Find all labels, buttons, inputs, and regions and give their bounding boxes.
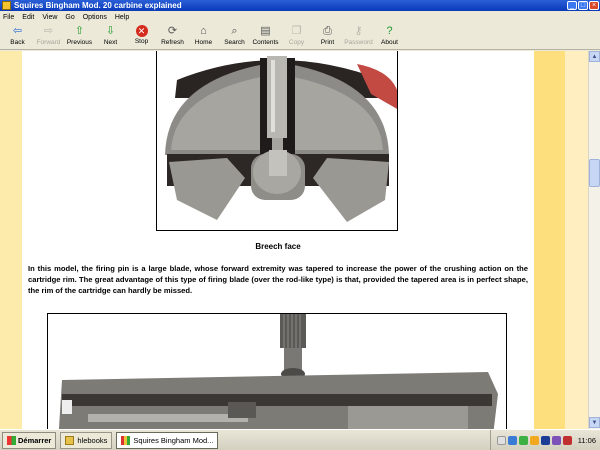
print-button[interactable] [312,23,343,46]
key-icon: ⚷ [354,25,363,37]
taskbar [0,429,600,450]
taskbar-item-browser[interactable] [116,432,218,449]
back-button[interactable] [2,23,33,46]
shield-icon[interactable] [563,436,572,445]
firing-pin-photo [47,313,507,429]
clock: 11:06 [577,435,596,445]
maximize-button[interactable]: □ [578,1,588,10]
close-button[interactable]: × [589,1,599,10]
previous-label: Previous [66,39,93,46]
about-label: About [381,39,398,46]
up-arrow-icon: ⇧ [74,25,85,37]
next-label: Next [103,39,118,46]
right-margin-strip [534,51,565,429]
stop-label: Stop [134,38,149,45]
previous-button[interactable] [64,23,95,46]
breech-face-photo [156,51,398,231]
system-tray [490,430,600,450]
contents-button[interactable] [250,23,281,46]
left-margin-strip [0,51,22,429]
contents-label: Contents [252,39,279,46]
volume-icon[interactable] [552,436,561,445]
contents-icon: ▤ [260,25,271,37]
start-button[interactable] [2,432,56,449]
menu-options[interactable]: Options [82,13,107,21]
search-button[interactable] [219,23,250,46]
start-label: Démarrer [18,435,52,445]
about-button[interactable] [374,23,405,46]
copy-icon: ❐ [291,25,302,37]
task-label: hlebooks [77,435,108,445]
app-icon [121,436,130,445]
update-icon[interactable] [530,436,539,445]
down-arrow-icon: ⇩ [105,25,116,37]
copy-button[interactable] [281,23,312,46]
stop-icon: ✕ [136,25,148,37]
taskbar-item-hlebooks[interactable] [60,432,112,449]
window-title: Squires Bingham Mod. 20 carbine explained [14,1,182,10]
vertical-scrollbar[interactable] [588,51,600,429]
windows-flag-icon [7,436,16,445]
refresh-icon: ⟳ [167,25,178,37]
scroll-down-button[interactable]: ▼ [589,417,600,428]
title-bar [0,0,600,11]
back-arrow-icon: ⇦ [12,25,23,37]
home-label: Home [194,39,213,46]
right-margin-strip-outer [565,51,588,429]
refresh-button[interactable] [157,23,188,46]
home-icon: ⌂ [200,25,207,37]
app-icon [2,1,11,10]
antivirus-icon[interactable] [541,436,550,445]
refresh-label: Refresh [161,39,184,46]
menu-view[interactable]: View [42,13,58,21]
search-label: Search [224,39,245,46]
scroll-thumb[interactable] [589,159,600,187]
home-button[interactable] [188,23,219,46]
print-icon: ⎙ [323,25,332,37]
tray-expand-icon[interactable] [497,436,506,445]
menu-file[interactable]: File [3,13,15,21]
photo-caption: Breech face [255,242,301,251]
folder-icon [65,436,74,445]
forward-label: Forward [36,39,61,46]
question-icon: ? [386,25,393,37]
toolbar [0,23,600,50]
copy-label: Copy [288,39,305,46]
scroll-up-button[interactable]: ▲ [589,51,600,62]
next-button[interactable] [95,23,126,46]
stop-button[interactable] [126,23,157,45]
minimize-button[interactable]: _ [567,1,577,10]
security-icon[interactable] [519,436,528,445]
forward-button[interactable] [33,23,64,46]
menu-edit[interactable]: Edit [22,13,35,21]
password-button[interactable] [343,23,374,46]
forward-arrow-icon: ⇨ [43,25,54,37]
content-area [0,51,588,429]
password-label: Password [344,39,373,46]
document-page [22,51,534,429]
back-label: Back [10,39,25,46]
network-icon[interactable] [508,436,517,445]
task-label: Squires Bingham Mod... [133,435,214,445]
description-paragraph: In this model, the firing pin is a large blade, whose forward extremity was tapered to increase the power of the crushing action on the cartridge rim. The great advantage of this type of firing blade (over the rod-like type) is that, provided the tapered area is in perfect shape, the rim of the cartridge can hardly be missed. [28,264,528,295]
search-icon: ⌕ [231,25,238,37]
menu-bar [0,11,600,23]
menu-help[interactable]: Help [114,13,130,21]
menu-go[interactable]: Go [65,13,75,21]
print-label: Print [320,39,335,46]
